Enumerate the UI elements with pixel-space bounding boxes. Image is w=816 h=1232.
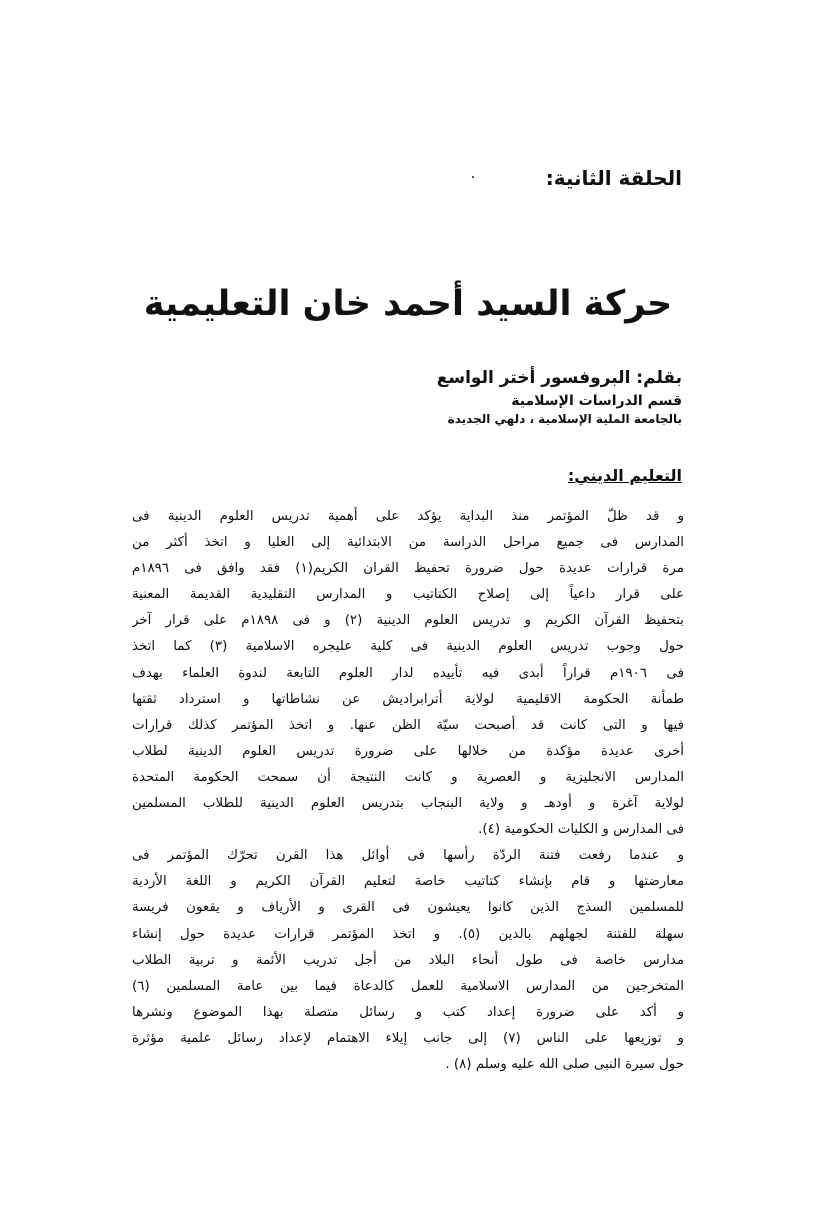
text-line: مرة قرارات عديدة حول ضرورة تحفيظ القران الكريم(١) فقد وافق فى ١٨٩٦م bbox=[132, 561, 684, 577]
text-line: سهلة للفتنة لجهلهم بالدين (٥). و اتخذ المؤتمر قرارات عديدة حول إنشاء bbox=[132, 926, 684, 942]
text-line: فيها و التى كانت قد أصبحت سيّة الظن عنها. و اتخذ المؤتمر كذلك قرارات bbox=[132, 717, 684, 733]
author-name: بقلم: البروفسور أختر الواسع bbox=[436, 368, 682, 388]
text-line: و قد ظلّ المؤتمر منذ البداية يؤكد على أهمية تدريس العلوم الدينية فى bbox=[132, 509, 684, 524]
text-line: لولاية آغرة و أودهـ و ولاية البنجاب بتدريس العلوم الدينية للطلاب المسلمين bbox=[132, 796, 684, 812]
paragraph bbox=[132, 504, 684, 843]
body-text bbox=[132, 504, 684, 1078]
text-line: و توزيعها على الناس (٧) إلى جانب إيلاء الاهتمام لإعداد رسائل علمية مؤثرة bbox=[132, 1030, 684, 1046]
text-line: و عندما رفعت فتنة الردّة رأسها فى أوائل هذا القرن تحرّك المؤتمر فى bbox=[132, 848, 684, 864]
article-title: حركة السيد أحمد خان التعليمية bbox=[143, 284, 673, 324]
text-line: حول وجوب تدريس العلوم الدينية فى كلية عليجره الاسلامية (٣) كما اتخذ bbox=[132, 639, 684, 655]
text-line: للمسلمين السذج الذين كانوا يعيشون فى القرى و الأرياف و يقعون فريسة bbox=[132, 900, 684, 916]
text-line: فى المدارس و الكليات الحكومية (٤). bbox=[478, 822, 684, 838]
text-line: على قرار داعياً إلى إصلاح الكتاتيب و المدارس التقليدية القديمة المعنية bbox=[132, 587, 684, 603]
text-line: و أكد على ضرورة إعداد كتب و رسائل متصلة بهذا الموضوع ونشرها bbox=[132, 1004, 684, 1020]
text-line: معارضتها و قام بإنشاء كتاتيب خاصة لتعليم القرآن الكريم و اللغة الأردية bbox=[132, 874, 684, 890]
author-university: بالجامعة الملية الإسلامية ، دلهي الجديدة bbox=[447, 411, 682, 426]
author-department: قسم الدراسات الإسلامية bbox=[511, 392, 682, 409]
text-line: المتخرجين من المدارس الاسلامية للعمل كالدعاة فيما بين عامة المسلمين (٦) bbox=[132, 978, 684, 994]
text-line: أخرى عديدة مؤكدة من خلالها على ضرورة تدريس العلوم الدينية لطلاب bbox=[132, 743, 684, 759]
text-line: مدارس خاصة فى طول أنحاء البلاد من أجل تدريب الأئمة و تربية الطلاب bbox=[132, 952, 684, 968]
text-line: المدارس فى جميع مراحل الدراسة من الابتدائية إلى العليا و اتخذ أكثر من bbox=[132, 535, 684, 551]
text-line: بتحفيظ القرآن الكريم و تدريس العلوم الدينية (٢) و فى ١٨٩٨م على قرار آخر bbox=[132, 613, 684, 629]
author-block bbox=[122, 366, 682, 428]
text-line: فى ١٩٠٦م قراراً أبدى فيه تأييده لدار العلوم التابعة لندوة العلماء بهدف bbox=[132, 665, 684, 681]
section-heading: التعليم الديني: bbox=[567, 466, 682, 485]
series-label: الحلقة الثانية: bbox=[545, 166, 682, 190]
speck-mark bbox=[472, 176, 474, 178]
text-line: حول سيرة النبى صلى الله عليه وسلم (٨) . bbox=[445, 1056, 684, 1072]
text-line: المدارس الانجليزية و العصرية و كانت النتيجة أن سمحت الحكومة المتحدة bbox=[132, 769, 684, 785]
text-line: طمأنة الحكومة الاقليمية لولاية أترابراديش عن نشاطاتها و استرداد ثقتها bbox=[132, 691, 684, 707]
paragraph bbox=[132, 843, 684, 1078]
